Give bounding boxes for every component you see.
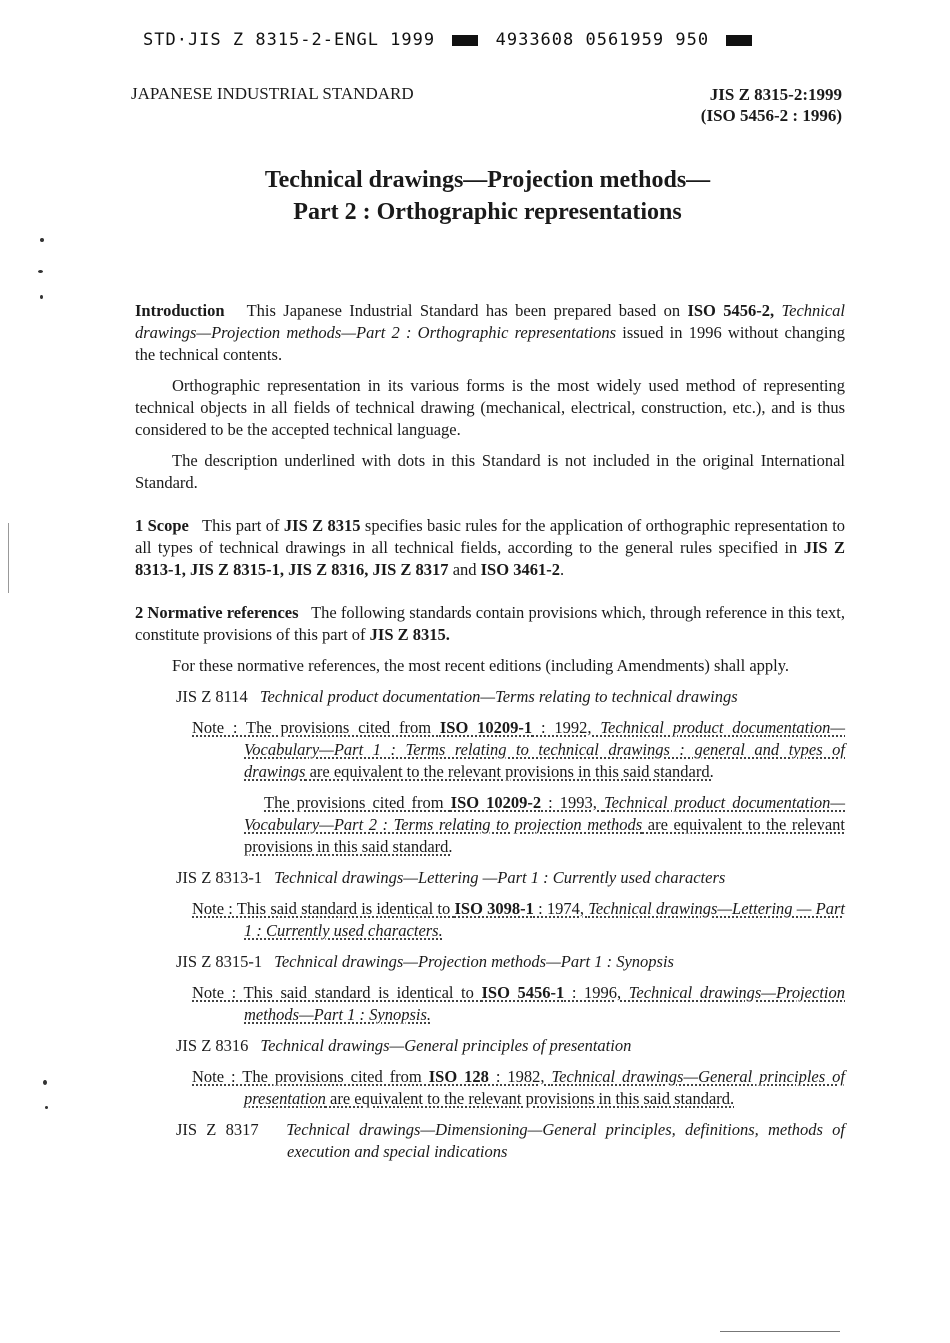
reference-item: JIS Z 8317 Technical drawings—Dimensioning—General principles, definitions, methods of execution and special indications <box>176 1120 845 1161</box>
scan-edge-line <box>8 523 9 593</box>
scan-speck <box>43 1080 47 1085</box>
catalog-code-left: STD·JIS Z 8315-2-ENGL 1999 <box>143 30 436 50</box>
iso-number: (ISO 5456-2 : 1996) <box>700 106 842 125</box>
reference-note: The provisions cited from ISO 10209-2 : 1993, Technical product documentation—Vocabulary—Part 2 : Terms relating to projection methods are equivalent to the relevant provisions in this said standard. <box>244 793 845 856</box>
document-title <box>0 164 950 228</box>
intro-paragraph-1: Introduction This Japanese Industrial Standard has been prepared based on ISO 5456-2, Technical drawings—Projection methods—Part 2 : Orthographic representations issued in 1996 without changing the technical contents. <box>135 301 846 364</box>
title-line-1: Technical drawings—Projection methods— <box>264 167 711 193</box>
normative-paragraph-2: For these normative references, the most recent editions (including Amendments) shall apply. <box>172 656 790 675</box>
scan-speck <box>38 270 43 273</box>
scope-paragraph: 1 Scope This part of JIS Z 8315 specifies basic rules for the application of orthographic representation to all types of technical drawings in all technical fields, according to the general rules specified in JIS Z 8313-1, JIS Z 8315-1, JIS Z 8316, JIS Z 8317 and ISO 3461-2. <box>135 516 846 579</box>
standard-label: JAPANESE INDUSTRIAL STANDARD <box>131 84 414 103</box>
normative-heading: 2 Normative references <box>135 603 299 622</box>
catalog-code-mid: 4933608 0561959 950 <box>495 30 710 50</box>
scan-speck <box>40 295 43 299</box>
document-body <box>135 300 845 1163</box>
jis-number: JIS Z 8315-2:1999 <box>709 85 842 104</box>
barcode-block <box>726 35 752 46</box>
reference-item: JIS Z 8316 Technical drawings—General principles of presentation <box>176 1036 632 1055</box>
scan-speck <box>40 238 44 242</box>
reference-item: JIS Z 8315-1 Technical drawings—Projection methods—Part 1 : Synopsis <box>176 952 674 971</box>
barcode-block <box>452 35 478 46</box>
scope-heading: 1 Scope <box>135 516 189 535</box>
catalog-code <box>143 30 758 50</box>
reference-note: Note : This said standard is identical to ISO 3098-1 : 1974, Technical drawings—Lettering — Part 1 : Currently used characters. <box>192 899 845 940</box>
reference-item: JIS Z 8114 Technical product documentation—Terms relating to technical drawings <box>176 687 738 706</box>
normative-paragraph: 2 Normative references The following standards contain provisions which, through reference in this text, constitute provisions of this part of JIS Z 8315. <box>135 603 845 644</box>
bottom-rule <box>720 1331 840 1332</box>
reference-note: Note : This said standard is identical to ISO 5456-1 : 1996, Technical drawings—Projection methods—Part 1 : Synopsis. <box>192 983 845 1024</box>
intro-paragraph-3: The description underlined with dots in this Standard is not included in the original International Standard. <box>135 451 845 492</box>
reference-item: JIS Z 8313-1 Technical drawings—Lettering —Part 1 : Currently used characters <box>176 868 726 887</box>
scan-speck <box>45 1106 48 1109</box>
reference-note: Note : The provisions cited from ISO 128 : 1982, Technical drawings—General principles of presentation are equivalent to the relevant provisions in this said standard. <box>192 1067 845 1108</box>
title-line-2: Part 2 : Orthographic representations <box>293 199 682 225</box>
standard-number <box>701 84 842 126</box>
reference-note: Note : The provisions cited from ISO 10209-1 : 1992, Technical product documentation—Vocabulary—Part 1 : Terms relating to technical drawings : general and types of drawings are equivalent to the relevant provisions in this said standard. <box>192 718 846 781</box>
intro-heading: Introduction <box>135 301 225 320</box>
intro-paragraph-2: Orthographic representation in its various forms is the most widely used method of representing technical objects in all fields of technical drawing (mechanical, electrical, construction, etc.), and is thus considered to be the accepted technical language. <box>135 376 845 439</box>
